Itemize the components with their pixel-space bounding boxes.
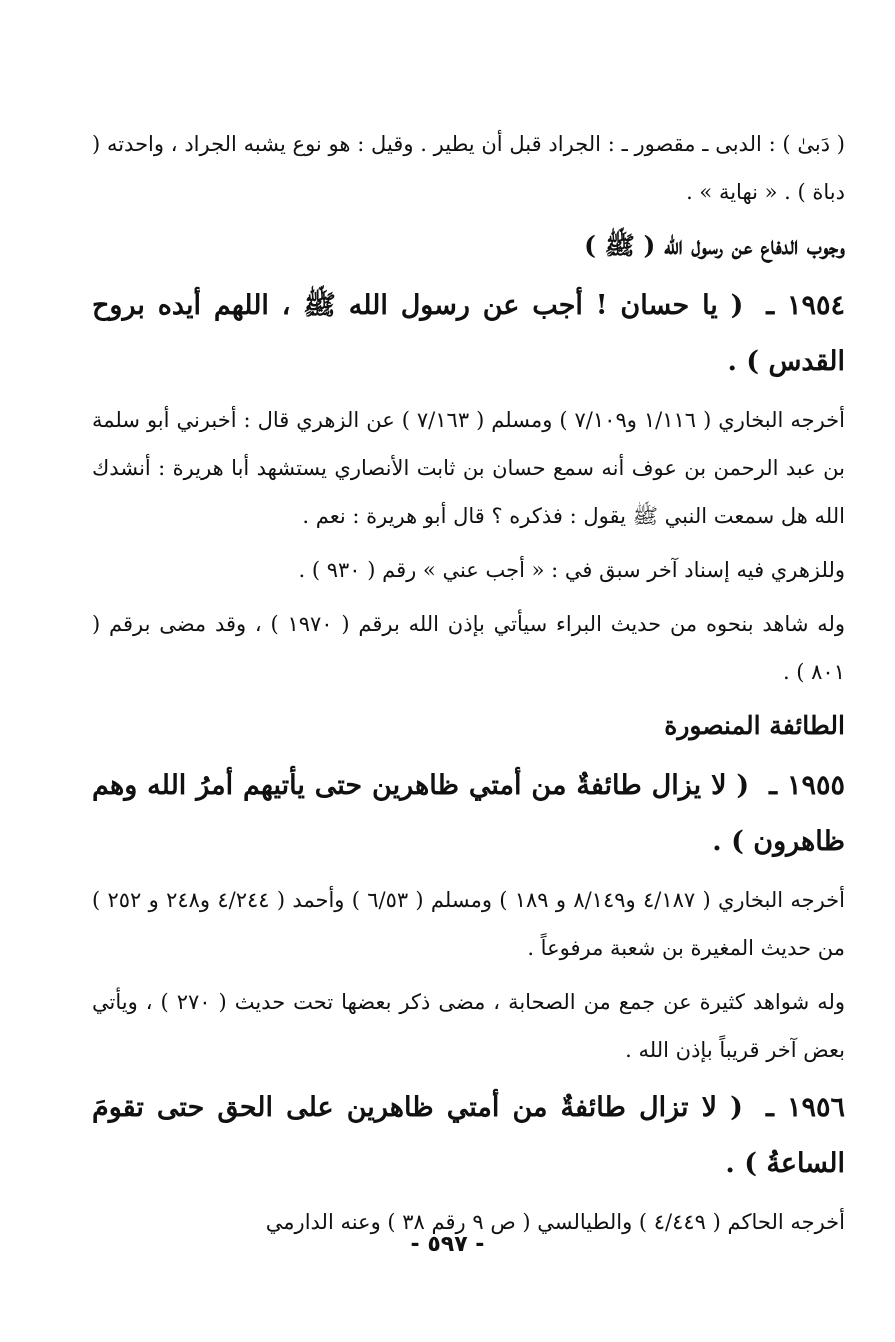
book-page xyxy=(92,120,845,1246)
hadith-1955 xyxy=(92,758,845,870)
hadith-number: ١٩٥٦ ـ xyxy=(765,1092,845,1123)
section-heading-victorious-group: الطائفة المنصورة xyxy=(664,711,845,740)
commentary-paragraph: وله شاهد بنحوه من حديث البراء سيأتي بإذن الله برقم ( ١٩٧٠ ) ، وقد مضى برقم ( ٨٠١ ) . xyxy=(92,612,846,684)
hadith-text: ( لا تزال طائفةٌ من أمتي ظاهرين على الحق حتى تقومَ الساعةُ ) . xyxy=(92,1092,845,1179)
top-note: ( دَبیٰ ) : الدبى ـ مقصور ـ : الجراد قبل أن يطير . وقيل : هو نوع يشبه الجراد ، واحدته ( دباة ) . « نهاية » . xyxy=(92,132,845,204)
page-number: - ٥٩٧ - xyxy=(410,1232,485,1257)
commentary-paragraph: وله شواهد كثيرة عن جمع من الصحابة ، مضى ذكر بعضها تحت حديث ( ٢٧٠ ) ، ويأتي بعض آخر قريباً بإذن الله . xyxy=(92,990,845,1062)
hadith-number: ١٩٥٥ ـ xyxy=(769,770,846,801)
section-heading-defending-prophet: وجوب الدفاع عن رسول الله ( ﷺ ) xyxy=(584,231,845,260)
hadith-1956 xyxy=(92,1080,845,1192)
commentary-paragraph: أخرجه الحاكم ( ٤/٤٤٩ ) والطيالسي ( ص ٩ رقم ٣٨ ) وعنه الدارمي xyxy=(265,1210,845,1234)
commentary-paragraph: أخرجه البخاري ( ١/١١٦ و٧/١٠٩ ) ومسلم ( ٧/١٦٣ ) عن الزهري قال : أخبرني أبو سلمة بن عبد الرحمن بن عوف أنه سمع حسان بن ثابت الأنصاري يستشهد أبا هريرة : أنشدك الله هل سمعت النبي ﷺ يقول : فذكره ؟ قال أبو هريرة : نعم . xyxy=(92,408,845,528)
hadith-text: ( لا يزال طائفةٌ من أمتي ظاهرين حتى يأتيهم أمرُ الله وهم ظاهرون ) . xyxy=(92,770,845,857)
hadith-number: ١٩٥٤ ـ xyxy=(766,290,845,321)
hadith-text: ( يا حسان ! أجب عن رسول الله ﷺ ، اللهم أيده بروح القدس ) . xyxy=(92,290,845,377)
commentary-paragraph: وللزهري فيه إسناد آخر سبق في : « أجب عني » رقم ( ٩٣٠ ) . xyxy=(298,558,845,582)
commentary-paragraph: أخرجه البخاري ( ٤/١٨٧ و٨/١٤٩ و ١٨٩ ) ومسلم ( ٦/٥٣ ) وأحمد ( ٤/٢٤٤ و٢٤٨ و ٢٥٢ ) من حديث المغيرة بن شعبة مرفوعاً . xyxy=(92,888,845,960)
hadith-1954 xyxy=(92,278,845,390)
